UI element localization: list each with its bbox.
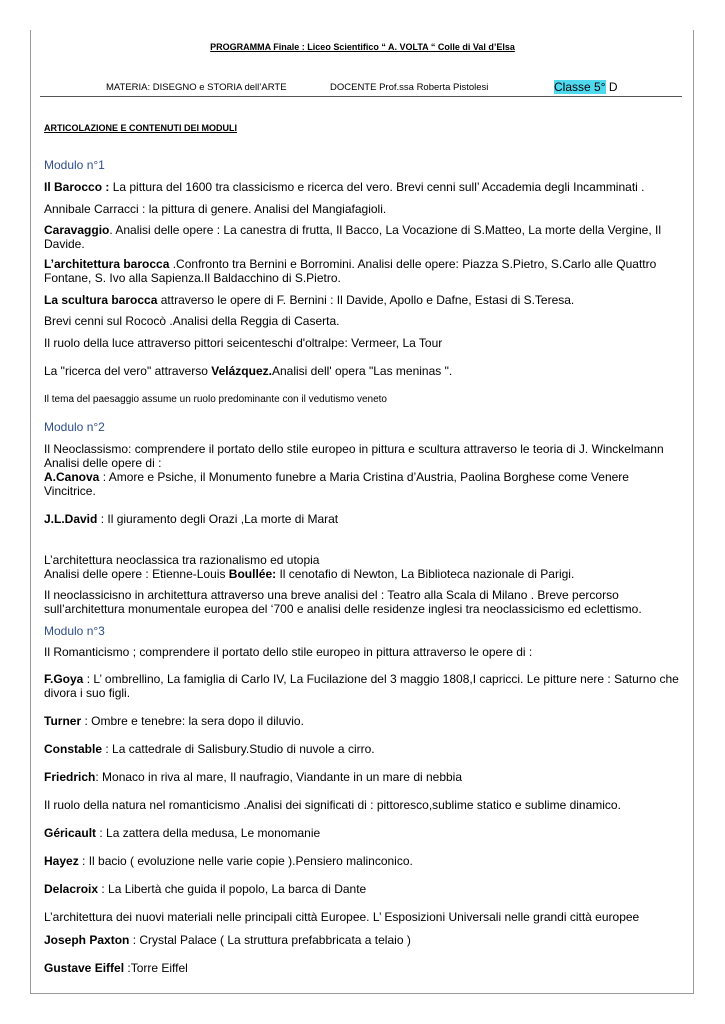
header-divider (40, 96, 682, 97)
modulo-1-luce: Il ruolo della luce attraverso pittori seicenteschi d'oltralpe: Vermeer, La Tour (44, 336, 443, 350)
modulo-2-neoclassicismo: Il Neoclassismo: comprendere il portato dello stile europeo in pittura e scultura attraverso le teoria di J. Winckelmann (44, 442, 664, 456)
modulo-1-rococo: Brevi cenni sul Rococò .Analisi della Reggia di Caserta. (44, 314, 340, 328)
materia-label: MATERIA: DISEGNO e STORIA dell’ARTE (106, 82, 287, 93)
classe-label: Classe 5° (554, 80, 606, 94)
modulo-2-canova: A.Canova : Amore e Psiche, il Monumento funebre a Maria Cristina d’Austria, Paolina Borghese come Venere Vincitrice. (44, 470, 629, 498)
modulo-1-velazquez: La "ricerca del vero" attraverso Velázquez.Analisi dell' opera "Las meninas ". (44, 364, 453, 378)
modulo-3-architettura-materiali: L’architettura dei nuovi materiali nelle principali città Europee. L’ Esposizioni Universali nelle grandi città europee (44, 910, 640, 924)
modulo-1-paesaggio: Il tema del paesaggio assume un ruolo predominante con il vedutismo veneto (44, 394, 387, 405)
modulo-2-neoclassicismo-architettura: Il neoclassicisno in architettura attraverso una breve analisi del : Teatro alla Scala di Milano . Breve percorso sull’architettura monumentale europea del ‘700 e analisi delle residenze inglesi tra neoclassicismo ed eclettismo. (44, 588, 642, 616)
modulo-2-heading: Modulo n°2 (44, 420, 105, 434)
docente-label: DOCENTE Prof.ssa Roberta Pistolesi (330, 82, 489, 93)
modulo-1-caravaggio: Caravaggio. Analisi delle opere : La canestra di frutta, Il Bacco, La Vocazione di S.Matteo, La morte della Vergine, Il Davide. (44, 223, 662, 251)
modulo-3-delacroix: Delacroix : La Libertà che guida il popolo, La barca di Dante (44, 882, 367, 896)
modulo-3-heading: Modulo n°3 (44, 624, 105, 638)
modulo-2-analisi: Analisi delle opere di : (44, 456, 162, 470)
modulo-3-natura: Il ruolo della natura nel romanticismo .Analisi dei significati di : pittoresco,sublime statico e sublime dinamico. (44, 798, 621, 812)
modulo-3-friedrich: Friedrich: Monaco in riva al mare, Il naufragio, Viandante in un mare di nebbia (44, 770, 463, 784)
modulo-3-hayez: Hayez : Il bacio ( evoluzione nelle varie copie ).Pensiero malinconico. (44, 854, 413, 868)
section-title: ARTICOLAZIONE E CONTENUTI DEI MODULI (44, 123, 237, 133)
modulo-2-architettura: L’architettura neoclassica tra razionalismo ed utopia (44, 553, 320, 567)
modulo-3-constable: Constable : La cattedrale di Salisbury.Studio di nuvole a cirro. (44, 742, 375, 756)
classe-section: D (608, 80, 618, 94)
modulo-1-carracci: Annibale Carracci : la pittura di genere. Analisi del Mangiafagioli. (44, 202, 387, 216)
modulo-3-eiffel: Gustave Eiffel :Torre Eiffel (44, 961, 188, 975)
classe-indicator (554, 80, 618, 94)
modulo-3-gericault: Géricault : La zattera della medusa, Le monomanie (44, 826, 321, 840)
modulo-3-romanticismo: Il Romanticismo ; comprendere il portato dello stile europeo in pittura attraverso le opere di : (44, 645, 533, 659)
modulo-3-paxton: Joseph Paxton : Crystal Palace ( La struttura prefabbricata a telaio ) (44, 933, 411, 947)
modulo-1-architettura: L’architettura barocca .Confronto tra Bernini e Borromini. Analisi delle opere: Piazza S.Pietro, S.Carlo alle Quattro Fontane, S. Ivo alla Sapienza.Il Baldacchino di S.Pietro. (44, 257, 657, 285)
modulo-3-turner: Turner : Ombre e tenebre: la sera dopo il diluvio. (44, 714, 304, 728)
modulo-1-scultura: La scultura barocca attraverso le opere di F. Bernini : Il Davide, Apollo e Dafne, Estasi di S.Teresa. (44, 293, 575, 307)
modulo-1-barocco: Il Barocco : La pittura del 1600 tra classicismo e ricerca del vero. Brevi cenni sull’ Accademia degli Incamminati . (44, 180, 645, 194)
modulo-2-david: J.L.David : Il giuramento degli Orazi ,La morte di Marat (44, 512, 339, 526)
document-title: PROGRAMMA Finale : Liceo Scientifico “ A. VOLTA “ Colle di Val d’Elsa (210, 42, 515, 52)
modulo-3-goya: F.Goya : L’ ombrellino, La famiglia di Carlo IV, La Fucilazione del 3 maggio 1808,I capricci. Le pitture nere : Saturno che divora i suo figli. (44, 672, 679, 700)
modulo-2-boullee: Analisi delle opere : Etienne-Louis Boullée: Il cenotafio di Newton, La Biblioteca nazionale di Parigi. (44, 567, 575, 581)
modulo-1-heading: Modulo n°1 (44, 158, 105, 172)
